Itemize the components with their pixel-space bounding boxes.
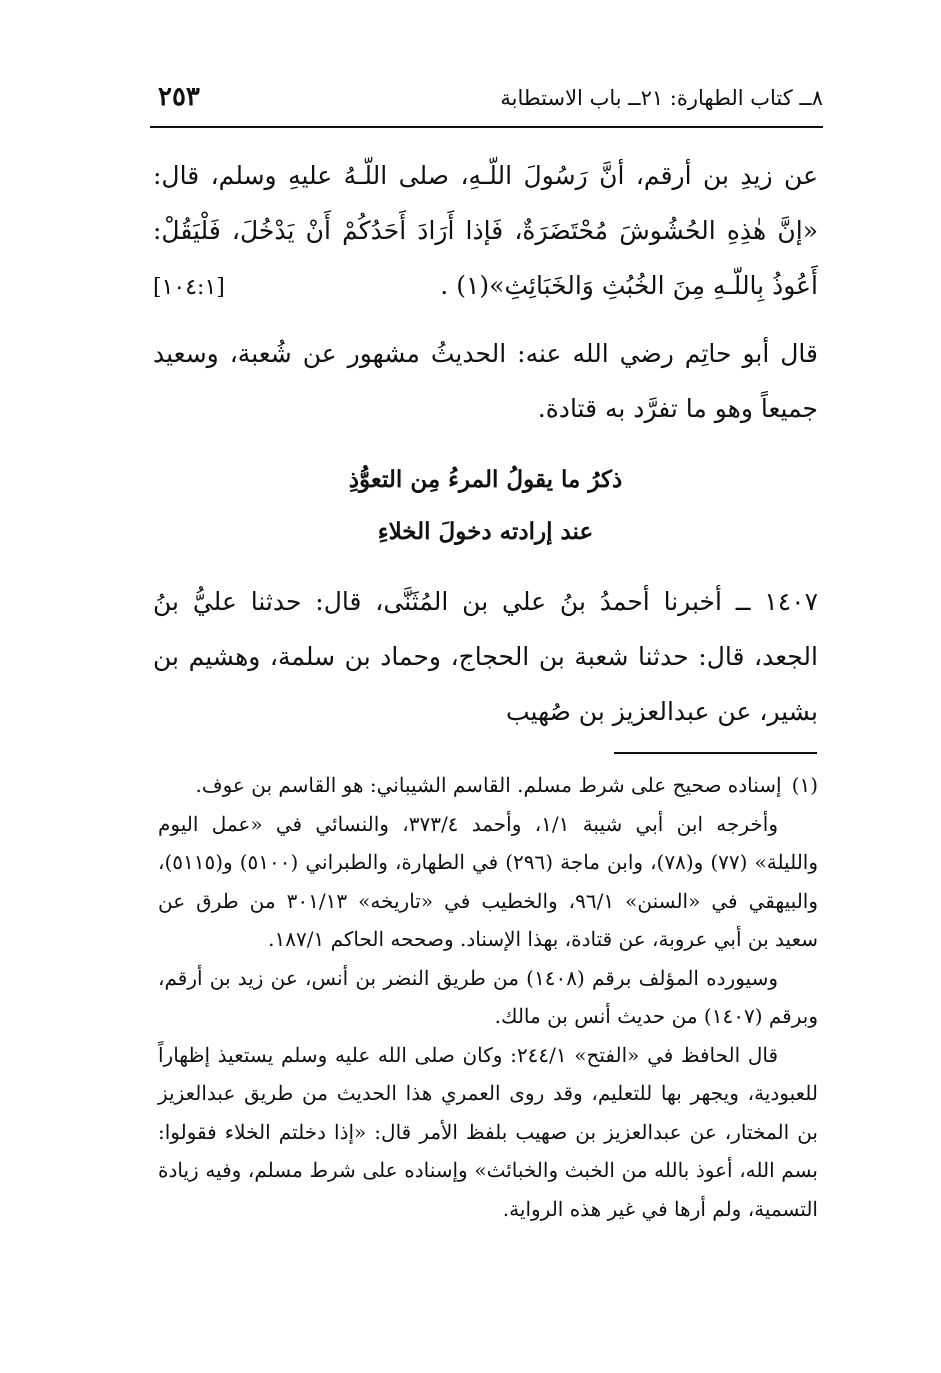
footnote-text-3: وسيورده المؤلف برقم (١٤٠٨) من طريق النضر بن أنس، عن زيد بن أرقم، وبرقم (١٤٠٧) من حديث أنس بن مالك. <box>158 965 818 1028</box>
footnote-label: (١) <box>791 773 818 797</box>
footnote-text-4: قال الحافظ في «الفتح» ٢٤٤/١: وكان صلى الله عليه وسلم يستعيذ إظهاراً للعبودية، ويجهر بها للتعليم، وقد روى العمري هذا الحديث من طريق عبدالعزيز بن المختار، عن عبدالعزيز بن صهيب بلفظ الأمر قال: «إذا دخلتم الخلاء فقولوا: بسم الله، أعوذ بالله من الخبث والخبائث» وإسناده على شرط مسلم، وفيه زيادة التسمية، ولم أرها في غير هذه الرواية. <box>158 1042 818 1221</box>
section-title: ذكرُ ما يقولُ المرءُ مِن التعوُّذِ <box>348 466 623 493</box>
section-subtitle: عند إرادته دخولَ الخلاءِ <box>377 518 594 545</box>
header-rule <box>150 126 823 128</box>
hadith-isnad-paragraph <box>153 574 818 739</box>
footnote-text-1: إسناده صحيح على شرط مسلم. القاسم الشيباني: هو القاسم بن عوف. <box>195 773 782 797</box>
footnote-rule <box>614 752 817 754</box>
isnad-text: ١٤٠٧ ــ أخبرنا أحمدُ بنُ علي بن المُثَنَّى، قال: حدثنا عليُّ بنُ الجعد، قال: حدثنا شعبة بن الحجاج، وحماد بن سلمة، وهشيم بن بشير، عن عبدالعزيز بن صُهيب <box>153 587 818 726</box>
footnotes <box>158 766 818 1228</box>
page-number: ٢٥٣ <box>158 82 200 112</box>
commentary-paragraph <box>153 326 818 436</box>
footnote-text-2: وأخرجه ابن أبي شيبة ١/١، وأحمد ٣٧٣/٤، والنسائي في «عمل اليوم والليلة» (٧٧) و(٧٨)، وابن ماجة (٢٩٦) في الطهارة، والطبراني (٥١٠٠) و(٥١١٥)، والبيهقي في «السنن» ٩٦/١، والخطيب في «تاريخه» ٣٠١/١٣ من طرق عن سعيد بن أبي عروبة، عن قتادة، بهذا الإسناد. وصححه الحاكم ١٨٧/١. <box>158 811 819 951</box>
chapter-title: ٨ــ كتاب الطهارة: ٢١ــ باب الاستطابة <box>500 86 823 110</box>
running-header <box>150 80 823 124</box>
commentary-text: قال أبو حاتِم رضي الله عنه: الحديثُ مشهور عن شُعبة، وسعيد جميعاً وهو ما تفرَّد به قتادة. <box>153 339 818 423</box>
hadith-paragraph <box>153 148 818 315</box>
hadith-text: عن زيدِ بن أرقم، أنَّ رَسُولَ اللّـهِ، صلى اللّـهُ عليهِ وسلم، قال: «إنَّ هٰذِهِ الحُشُوشَ مُحْتَضَرَةٌ، فَإذا أَرَادَ أَحَدُكُمْ أَنْ يَدْخُلَ، فَلْيَقُلْ: أَعُوذُ بِاللّـهِ مِنَ الخُبُثِ وَالخَبَائِثِ»(١) . <box>153 161 818 300</box>
hadith-reference: [١٠٤:١] <box>153 275 225 300</box>
